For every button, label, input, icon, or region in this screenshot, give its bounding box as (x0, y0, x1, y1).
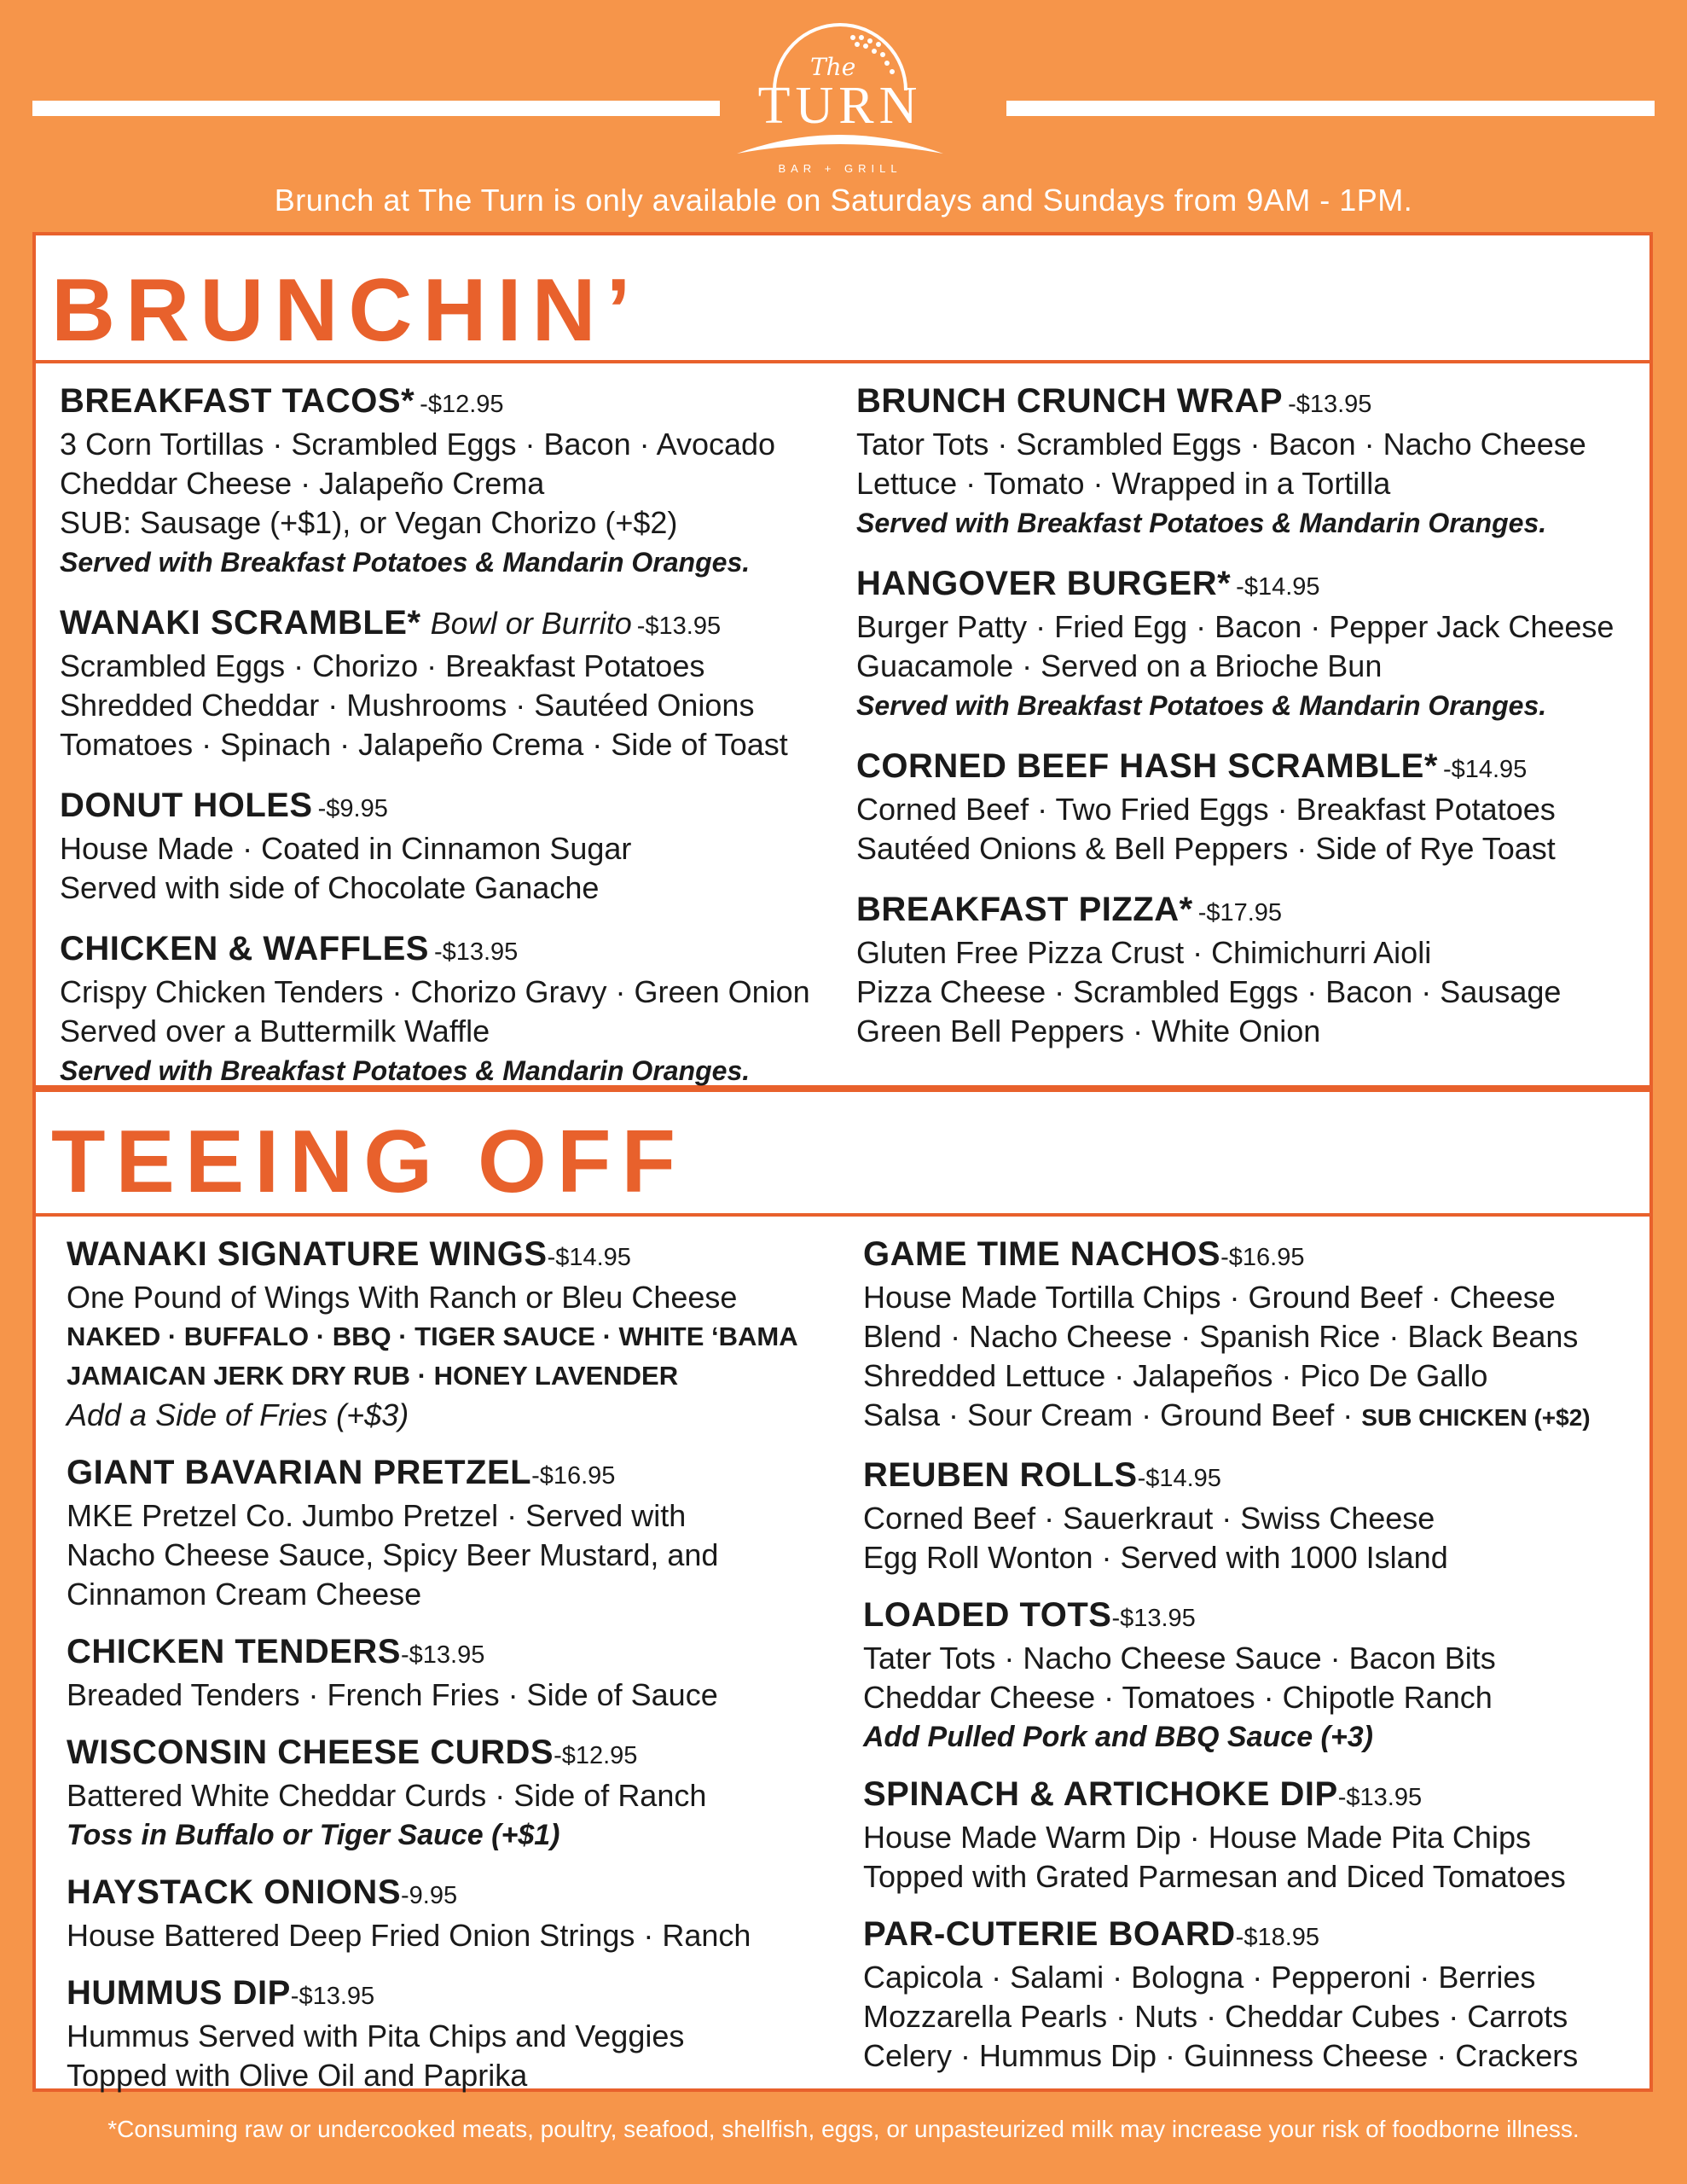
item-desc-text: Salsa · Sour Cream · Ground Beef · (863, 1397, 1362, 1432)
menu-item-reuben-rolls (863, 1455, 1648, 1577)
item-name: CHICKEN & WAFFLES (60, 930, 429, 967)
teeing-off-section (32, 1089, 1653, 2092)
item-price: -$12.95 (420, 391, 504, 418)
item-desc: House Made · Coated in Cinnamon Sugar (60, 831, 632, 866)
item-option: Bowl or Burrito (430, 606, 632, 641)
item-desc: Burger Patty · Fried Egg · Bacon · Pepper Jack Cheese (856, 609, 1615, 644)
item-desc: Sautéed Onions & Bell Peppers · Side of Rye Toast (856, 831, 1556, 866)
item-desc: Cheddar Cheese · Jalapeño Crema (60, 466, 545, 501)
brunch-right-column (856, 380, 1641, 1072)
teeing-right-column (863, 1234, 1648, 2093)
logo-sub: BAR + GRILL (778, 162, 902, 175)
item-desc: Guacamole · Served on a Brioche Bun (856, 648, 1383, 683)
item-name: WISCONSIN CHEESE CURDS (67, 1734, 554, 1771)
item-desc: Topped with Grated Parmesan and Diced Tomatoes (863, 1859, 1566, 1894)
item-name: HANGOVER BURGER* (856, 565, 1232, 602)
item-desc: Gluten Free Pizza Crust · Chimichurri Aioli (856, 935, 1432, 970)
menu-item-spinach-artichoke-dip (863, 1774, 1648, 1896)
logo-script: The (810, 53, 856, 81)
menu-item-loaded-tots (863, 1594, 1648, 1757)
item-desc: Egg Roll Wonton · Served with 1000 Island (863, 1540, 1448, 1575)
item-name: GIANT BAVARIAN PRETZEL (67, 1454, 532, 1491)
item-price: -$13.95 (433, 938, 519, 966)
item-price: -$16.95 (1220, 1244, 1305, 1271)
item-sauce-options: JAMAICAN JERK DRY RUB · HONEY LAVENDER (67, 1361, 679, 1391)
item-price: -$18.95 (1235, 1924, 1320, 1951)
menu-item-haystack-onions (67, 1872, 851, 1955)
item-desc: Capicola · Salami · Bologna · Pepperoni · Berries (863, 1960, 1536, 1995)
the-turn-logo (725, 15, 955, 177)
item-price: -$16.95 (531, 1462, 616, 1490)
item-served-with: Served with Breakfast Potatoes & Mandarin Oranges. (856, 508, 1547, 538)
brunch-section (32, 232, 1653, 1089)
item-desc: Cinnamon Cream Cheese (67, 1577, 422, 1612)
menu-item-hummus-dip (67, 1972, 851, 2095)
item-price: -$14.95 (1442, 756, 1528, 783)
item-served-with: Served with Breakfast Potatoes & Mandarin Oranges. (856, 690, 1547, 721)
item-name: GAME TIME NACHOS (863, 1235, 1221, 1273)
menu-item-bavarian-pretzel (67, 1452, 851, 1614)
item-name: CHICKEN TENDERS (67, 1633, 401, 1670)
header-rule-right (1006, 101, 1655, 116)
item-desc: House Battered Deep Fried Onion Strings · Ranch (67, 1918, 751, 1953)
menu-item-breakfast-pizza (856, 889, 1641, 1051)
item-desc: Topped with Olive Oil and Paprika (67, 2058, 528, 2093)
item-desc: Nacho Cheese Sauce, Spicy Beer Mustard, and (67, 1537, 719, 1572)
brunch-left-column (60, 380, 844, 1111)
menu-item-donut-holes (60, 785, 844, 908)
item-price: -$13.95 (1337, 1784, 1423, 1811)
item-desc: Mozzarella Pearls · Nuts · Cheddar Cubes · Carrots (863, 1999, 1568, 2034)
menu-item-par-cuterie-board (863, 1914, 1648, 2076)
item-desc: Tomatoes · Spinach · Jalapeño Crema · Side of Toast (60, 727, 788, 762)
item-name: WANAKI SCRAMBLE* (60, 604, 421, 642)
brunch-hours-tagline: Brunch at The Turn is only available on Saturdays and Sundays from 9AM - 1PM. (274, 183, 1413, 218)
item-desc: 3 Corn Tortillas · Scrambled Eggs · Bacon · Avocado (60, 427, 776, 462)
item-desc: Pizza Cheese · Scrambled Eggs · Bacon · Sausage (856, 974, 1562, 1009)
item-desc: Served with side of Chocolate Ganache (60, 870, 600, 905)
menu-item-signature-wings (67, 1234, 851, 1435)
menu-item-game-time-nachos (863, 1234, 1648, 1438)
item-desc: SUB: Sausage (+$1), or Vegan Chorizo (+$2) (60, 505, 678, 540)
item-desc: Corned Beef · Two Fried Eggs · Breakfast Potatoes (856, 792, 1556, 827)
item-price: -$13.95 (1111, 1605, 1196, 1632)
item-name: BRUNCH CRUNCH WRAP (856, 382, 1284, 420)
menu-item-cheese-curds (67, 1732, 851, 1855)
item-desc: Cheddar Cheese · Tomatoes · Chipotle Ranch (863, 1680, 1493, 1715)
item-desc: Shredded Lettuce · Jalapeños · Pico De Gallo (863, 1358, 1488, 1393)
teeing-left-column (67, 1234, 851, 2112)
item-desc: Served over a Buttermilk Waffle (60, 1014, 490, 1048)
item-add-on: Add a Side of Fries (+$3) (67, 1397, 409, 1432)
item-price: -$13.95 (290, 1983, 375, 2010)
header-rule-left (32, 101, 720, 116)
food-safety-disclaimer: *Consuming raw or undercooked meats, poultry, seafood, shellfish, eggs, or unpasteurized milk may increase your risk of foodborne illness. (107, 2116, 1580, 2142)
menu-item-wanaki-scramble (60, 602, 844, 764)
teeing-off-title-divider (36, 1213, 1649, 1217)
item-desc: House Made Tortilla Chips · Ground Beef · Cheese (863, 1280, 1556, 1315)
item-add-on: Add Pulled Pork and BBQ Sauce (+3) (863, 1721, 1373, 1753)
item-served-with: Served with Breakfast Potatoes & Mandarin Oranges. (60, 547, 751, 578)
item-desc: Green Bell Peppers · White Onion (856, 1014, 1321, 1048)
menu-item-chicken-tenders (67, 1631, 851, 1715)
item-name: WANAKI SIGNATURE WINGS (67, 1235, 548, 1273)
item-name: HAYSTACK ONIONS (67, 1873, 401, 1911)
item-desc: One Pound of Wings With Ranch or Bleu Cheese (67, 1280, 738, 1315)
item-substitution: SUB CHICKEN (+$2) (1361, 1404, 1591, 1431)
item-price: -$13.95 (400, 1641, 485, 1669)
item-name: REUBEN ROLLS (863, 1456, 1138, 1494)
item-desc: Hummus Served with Pita Chips and Veggies (67, 2018, 685, 2053)
menu-item-brunch-crunch-wrap (856, 380, 1641, 543)
item-price: -$14.95 (1137, 1465, 1221, 1492)
item-desc: Celery · Hummus Dip · Guinness Cheese · Crackers (863, 2038, 1579, 2073)
brunch-title-divider (36, 360, 1649, 363)
menu-item-hangover-burger (856, 563, 1641, 725)
logo-main: TURN (757, 77, 923, 135)
item-price: -$13.95 (1288, 391, 1372, 418)
item-price: -$12.95 (554, 1742, 638, 1769)
item-desc: Breaded Tenders · French Fries · Side of Sauce (67, 1677, 718, 1712)
teeing-off-section-title: TEEING OFF (51, 1112, 686, 1211)
item-name: SPINACH & ARTICHOKE DIP (863, 1775, 1338, 1813)
item-price: -$9.95 (317, 795, 388, 822)
item-add-on: Toss in Buffalo or Tiger Sauce (+$1) (67, 1819, 560, 1851)
item-desc: Tator Tots · Scrambled Eggs · Bacon · Nacho Cheese (856, 427, 1586, 462)
item-price: -$14.95 (1236, 573, 1320, 601)
item-desc: Blend · Nacho Cheese · Spanish Rice · Black Beans (863, 1319, 1579, 1354)
item-name: CORNED BEEF HASH SCRAMBLE* (856, 747, 1438, 785)
item-desc: Battered White Cheddar Curds · Side of Ranch (67, 1778, 707, 1813)
item-sauce-options: NAKED · BUFFALO · BBQ · TIGER SAUCE · WHITE ‘BAMA (67, 1321, 798, 1351)
item-name: PAR-CUTERIE BOARD (863, 1915, 1236, 1953)
item-desc: Lettuce · Tomato · Wrapped in a Tortilla (856, 466, 1391, 501)
item-name: LOADED TOTS (863, 1596, 1112, 1634)
item-name: BREAKFAST TACOS* (60, 382, 415, 420)
item-price: -$13.95 (636, 613, 722, 640)
item-desc: Crispy Chicken Tenders · Chorizo Gravy · Green Onion (60, 974, 810, 1009)
item-desc: Corned Beef · Sauerkraut · Swiss Cheese (863, 1501, 1435, 1536)
item-desc: MKE Pretzel Co. Jumbo Pretzel · Served with (67, 1498, 687, 1533)
item-desc: Scrambled Eggs · Chorizo · Breakfast Potatoes (60, 648, 705, 683)
item-desc: House Made Warm Dip · House Made Pita Chips (863, 1820, 1531, 1855)
item-price: -$17.95 (1197, 899, 1283, 926)
item-name: HUMMUS DIP (67, 1974, 291, 2012)
brunch-section-title: BRUNCHIN’ (51, 261, 641, 360)
menu-item-corned-beef-hash (856, 746, 1641, 868)
item-name: BREAKFAST PIZZA* (856, 891, 1193, 928)
item-desc (863, 1396, 1648, 1438)
menu-item-breakfast-tacos (60, 380, 844, 582)
item-price: -9.95 (401, 1882, 458, 1909)
item-served-with: Served with Breakfast Potatoes & Mandarin Oranges. (60, 1055, 751, 1086)
menu-item-chicken-waffles (60, 928, 844, 1090)
item-name: DONUT HOLES (60, 787, 313, 824)
item-desc: Shredded Cheddar · Mushrooms · Sautéed Onions (60, 688, 755, 723)
item-desc: Tater Tots · Nacho Cheese Sauce · Bacon Bits (863, 1641, 1496, 1676)
item-price: -$14.95 (547, 1244, 631, 1271)
